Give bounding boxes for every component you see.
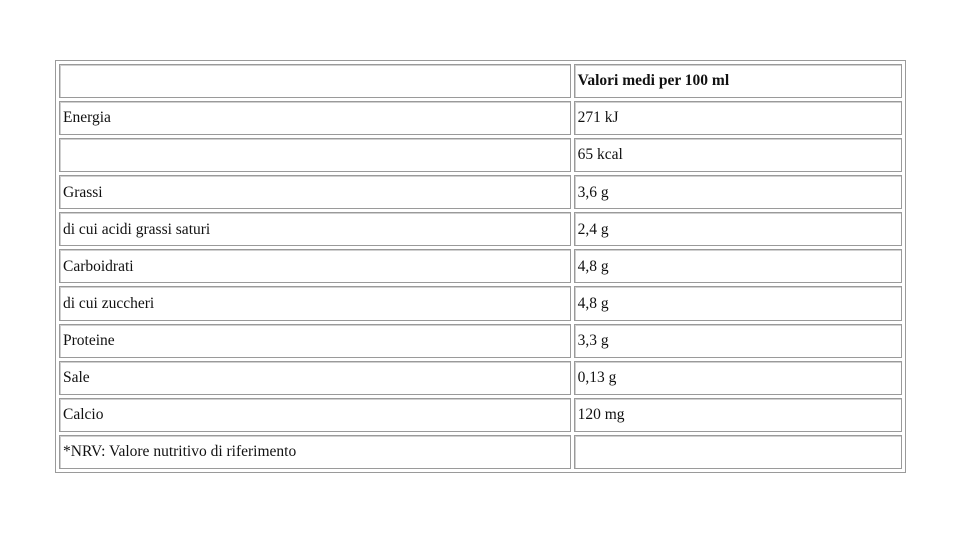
row-value-energia-kcal: 65 kcal: [574, 138, 902, 172]
table-row: [59, 398, 902, 432]
row-value-calcio: 120 mg: [574, 398, 902, 432]
row-label-sale: Sale: [59, 361, 571, 395]
row-value-empty: [574, 435, 902, 469]
row-label-grassi: Grassi: [59, 175, 571, 209]
row-label-nrv-note: *NRV: Valore nutritivo di riferimento: [59, 435, 571, 469]
row-value-grassi-saturi: 2,4 g: [574, 212, 902, 246]
header-value-cell: Valori medi per 100 ml: [574, 64, 902, 98]
row-label-grassi-saturi: di cui acidi grassi saturi: [59, 212, 571, 246]
table-row: [59, 324, 902, 358]
row-label-carboidrati: Carboidrati: [59, 249, 571, 283]
row-value-sale: 0,13 g: [574, 361, 902, 395]
table-row: [59, 138, 902, 172]
row-label-empty: [59, 138, 571, 172]
row-value-energia-kj: 271 kJ: [574, 101, 902, 135]
table-header-row: [59, 64, 902, 98]
table-row: [59, 101, 902, 135]
table-row: [59, 249, 902, 283]
table-row: [59, 435, 902, 469]
nutrition-table-frame: [55, 60, 906, 473]
table-row: [59, 175, 902, 209]
row-label-calcio: Calcio: [59, 398, 571, 432]
table-row: [59, 361, 902, 395]
table-row: [59, 212, 902, 246]
header-label-cell: [59, 64, 571, 98]
table-row: [59, 286, 902, 320]
row-value-carboidrati: 4,8 g: [574, 249, 902, 283]
row-value-proteine: 3,3 g: [574, 324, 902, 358]
row-label-zuccheri: di cui zuccheri: [59, 286, 571, 320]
row-value-zuccheri: 4,8 g: [574, 286, 902, 320]
row-value-grassi: 3,6 g: [574, 175, 902, 209]
row-label-proteine: Proteine: [59, 324, 571, 358]
row-label-energia: Energia: [59, 101, 571, 135]
nutrition-table: [56, 61, 905, 472]
